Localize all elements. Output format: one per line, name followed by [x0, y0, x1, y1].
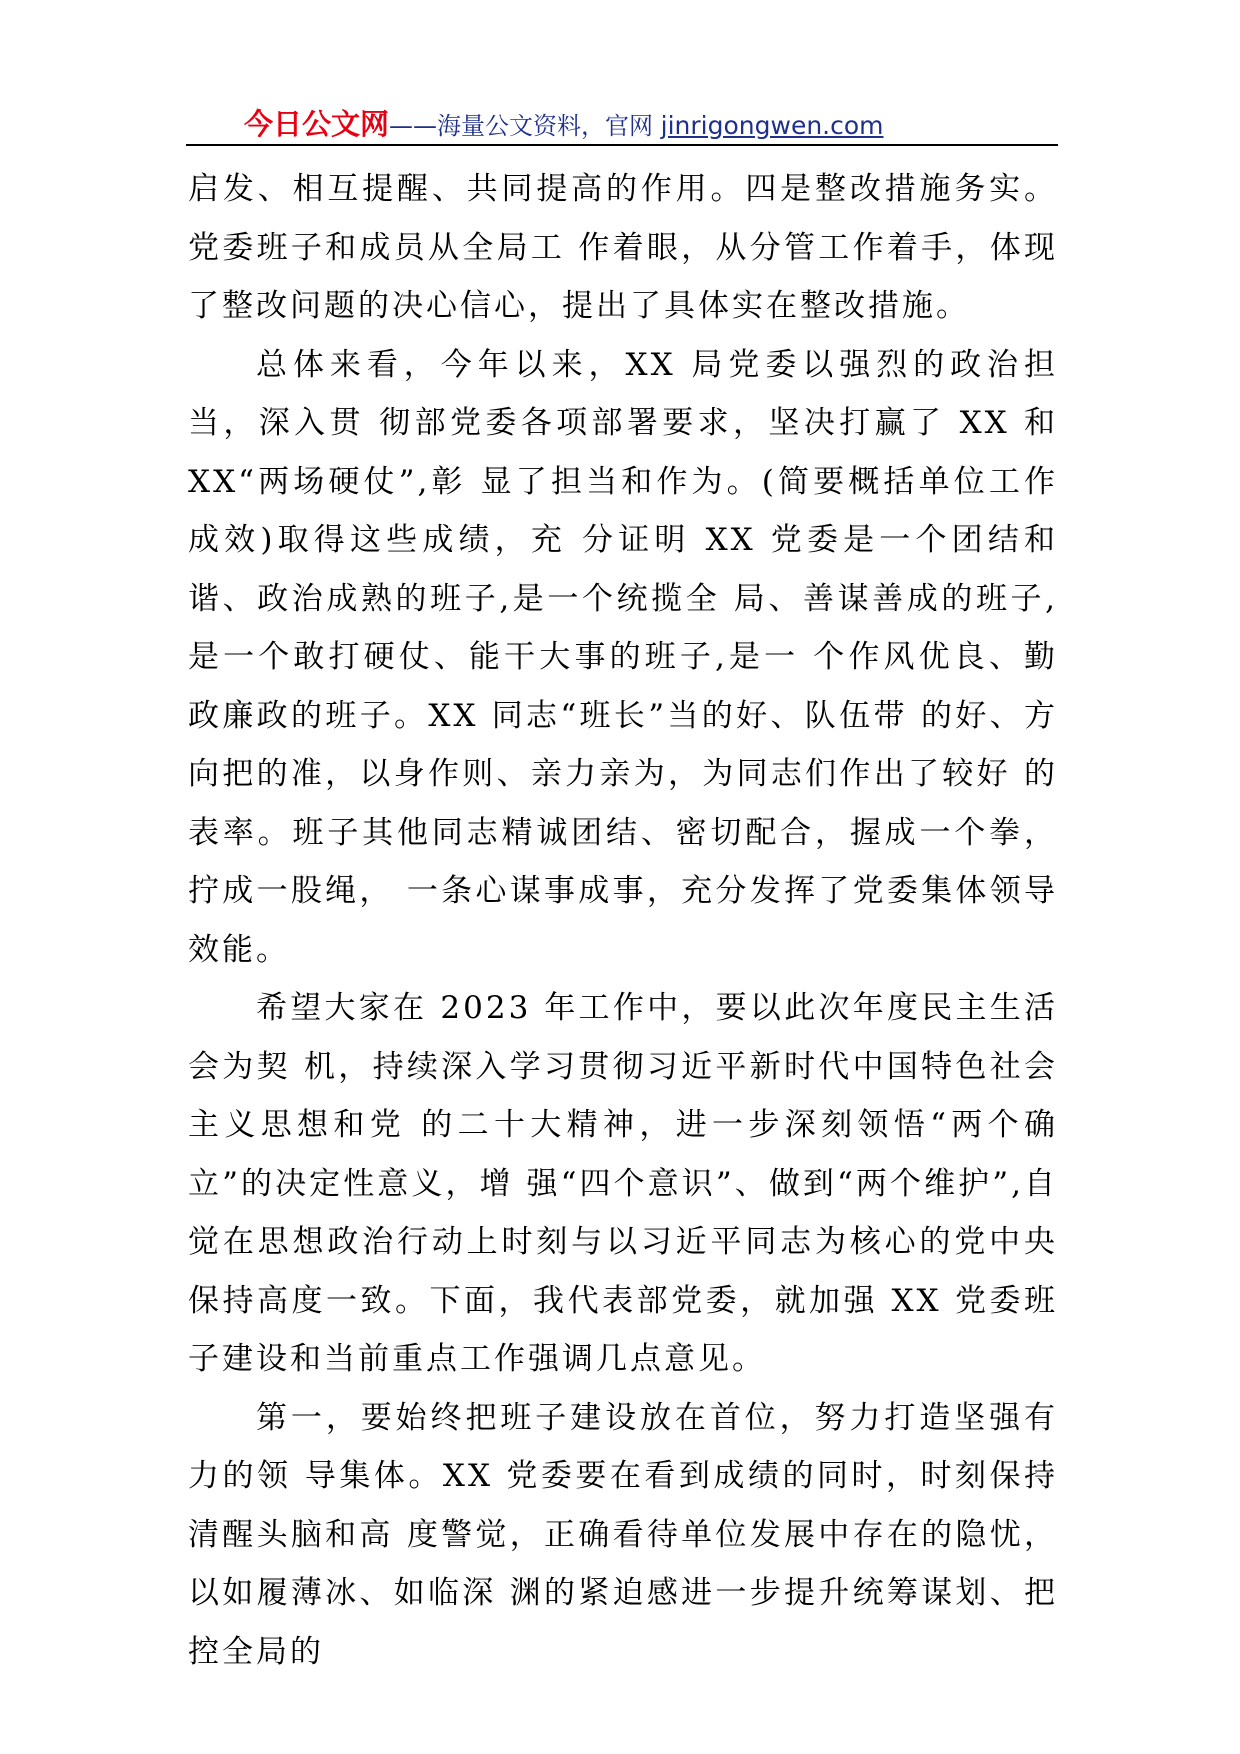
paragraph-first-point: 第一，要始终把班子建设放在首位，努力打造坚强有力的领 导集体。XX 党委要在看到成绩的同时，时刻保持清醒头脑和高 度警觉，正确看待单位发展中存在的隐忧，以如履薄冰、如临深 渊的紧迫感进一步提升统筹谋划、把控全局的 [188, 1399, 1058, 1670]
paragraph-overview: 总体来看，今年以来，XX 局党委以强烈的政治担当，深入贯 彻部党委各项部署要求，坚决打赢了 XX 和 XX“两场硬仗”,彰 显了担当和作为。(简要概括单位工作成效)取得这些成绩，充 分证明 XX 党委是一个团结和谐、政治成熟的班子,是一个统揽全 局、善谋善成的班子,是一个敢打硬仗、能干大事的班子,是一 个作风优良、勤政廉政的班子。XX 同志“班长”当的好、队伍带 的好、方向把的准，以身作则、亲力亲为，为同志们作出了较好 的表率。班子其他同志精诚团结、密切配合，握成一个拳，拧成一股绳， 一条心谋事成事，充分发挥了党委集体领导效能。 [188, 346, 1058, 968]
page-header [186, 104, 1058, 146]
site-tagline: ——海量公文资料，官网 [389, 112, 661, 140]
paragraph-hope: 希望大家在 2023 年工作中，要以此次年度民主生活会为契 机，持续深入学习贯彻习近平新时代中国特色社会主义思想和党 的二十大精神，进一步深刻领悟“两个确立”的决定性意义，增 强“四个意识”、做到“两个维护”,自觉在思想政治行动上时刻与以习近平同志为核心的党中央保持高度一致。下面，我代表部党委，就加强 XX 党委班子建设和当前重点工作强调几点意见。 [188, 990, 1058, 1377]
site-url-link[interactable]: jinrigongwen.com [660, 111, 884, 140]
document-body [188, 160, 1058, 1681]
site-name: 今日公文网 [244, 107, 390, 141]
paragraph-continuation: 启发、相互提醒、共同提高的作用。四是整改措施务实。党委班子和成员从全局工 作着眼，从分管工作着手，体现了整改问题的决心信心，提出了具体实在整改措施。 [188, 171, 1058, 324]
header-line [244, 104, 884, 149]
